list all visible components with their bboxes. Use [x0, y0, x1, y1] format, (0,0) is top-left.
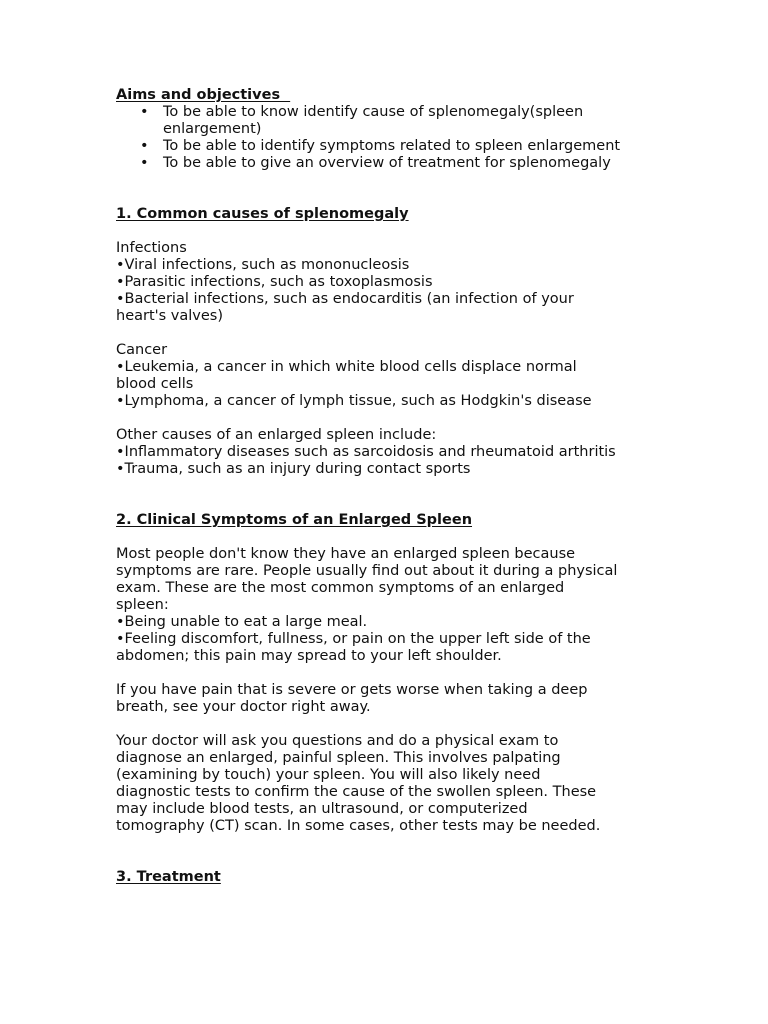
group-title: Other causes of an enlarged spleen include: — [116, 427, 437, 443]
paragraph-line: spleen: — [116, 597, 169, 613]
list-item: heart's valves) — [116, 308, 224, 324]
bullet-icon: • — [140, 104, 149, 120]
infections-group — [116, 240, 676, 325]
aims-item-text: To be able to know identify cause of splenomegaly(spleen enlargement) — [163, 104, 584, 137]
bullet-icon: • — [140, 138, 149, 154]
aims-item — [116, 155, 676, 172]
aims-item-text: To be able to identify symptoms related to spleen enlargement — [163, 138, 621, 154]
paragraph-line: Most people don't know they have an enlarged spleen because — [116, 546, 576, 562]
aims-item — [116, 138, 676, 155]
list-item: •Parasitic infections, such as toxoplasmosis — [116, 274, 433, 290]
aims-heading: Aims and objectives — [116, 87, 291, 103]
paragraph-line: symptoms are rare. People usually find out about it during a physical — [116, 563, 618, 579]
paragraph-line: diagnose an enlarged, painful spleen. This involves palpating — [116, 750, 561, 766]
diagnosis-paragraph — [116, 733, 676, 835]
paragraph-line: breath, see your doctor right away. — [116, 699, 371, 715]
bullet-icon: • — [140, 155, 149, 171]
list-item: •Feeling discomfort, fullness, or pain on the upper left side of the — [116, 631, 591, 647]
aims-item — [116, 104, 683, 138]
list-item: •Lymphoma, a cancer of lymph tissue, such as Hodgkin's disease — [116, 393, 592, 409]
paragraph-line: diagnostic tests to confirm the cause of the swollen spleen. These — [116, 784, 597, 800]
list-item: blood cells — [116, 376, 194, 392]
group-title: Infections — [116, 240, 187, 256]
list-item: •Being unable to eat a large meal. — [116, 614, 368, 630]
list-item: •Trauma, such as an injury during contact sports — [116, 461, 471, 477]
list-item: •Viral infections, such as mononucleosis — [116, 257, 410, 273]
paragraph-line: tomography (CT) scan. In some cases, other tests may be needed. — [116, 818, 601, 834]
section-heading-causes: 1. Common causes of splenomegaly — [116, 206, 409, 222]
other-causes-group — [116, 427, 676, 478]
aims-list — [116, 104, 676, 172]
cancer-group — [116, 342, 676, 410]
aims-item-text: To be able to give an overview of treatment for splenomegaly — [163, 155, 611, 171]
paragraph-line: If you have pain that is severe or gets worse when taking a deep — [116, 682, 588, 698]
list-item: •Inflammatory diseases such as sarcoidosis and rheumatoid arthritis — [116, 444, 616, 460]
paragraph-line: Your doctor will ask you questions and do a physical exam to — [116, 733, 559, 749]
group-title: Cancer — [116, 342, 168, 358]
symptoms-paragraph — [116, 546, 676, 665]
section-heading-symptoms: 2. Clinical Symptoms of an Enlarged Spleen — [116, 512, 473, 528]
document-page — [116, 87, 676, 886]
paragraph-line: (examining by touch) your spleen. You will also likely need — [116, 767, 541, 783]
list-item: •Bacterial infections, such as endocarditis (an infection of your — [116, 291, 574, 307]
paragraph-line: may include blood tests, an ultrasound, or computerized — [116, 801, 528, 817]
list-item: •Leukemia, a cancer in which white blood cells displace normal — [116, 359, 577, 375]
section-heading-treatment: 3. Treatment — [116, 869, 221, 885]
paragraph-line: exam. These are the most common symptoms of an enlarged — [116, 580, 565, 596]
pain-warning-paragraph — [116, 682, 676, 716]
paragraph-line: abdomen; this pain may spread to your left shoulder. — [116, 648, 502, 664]
